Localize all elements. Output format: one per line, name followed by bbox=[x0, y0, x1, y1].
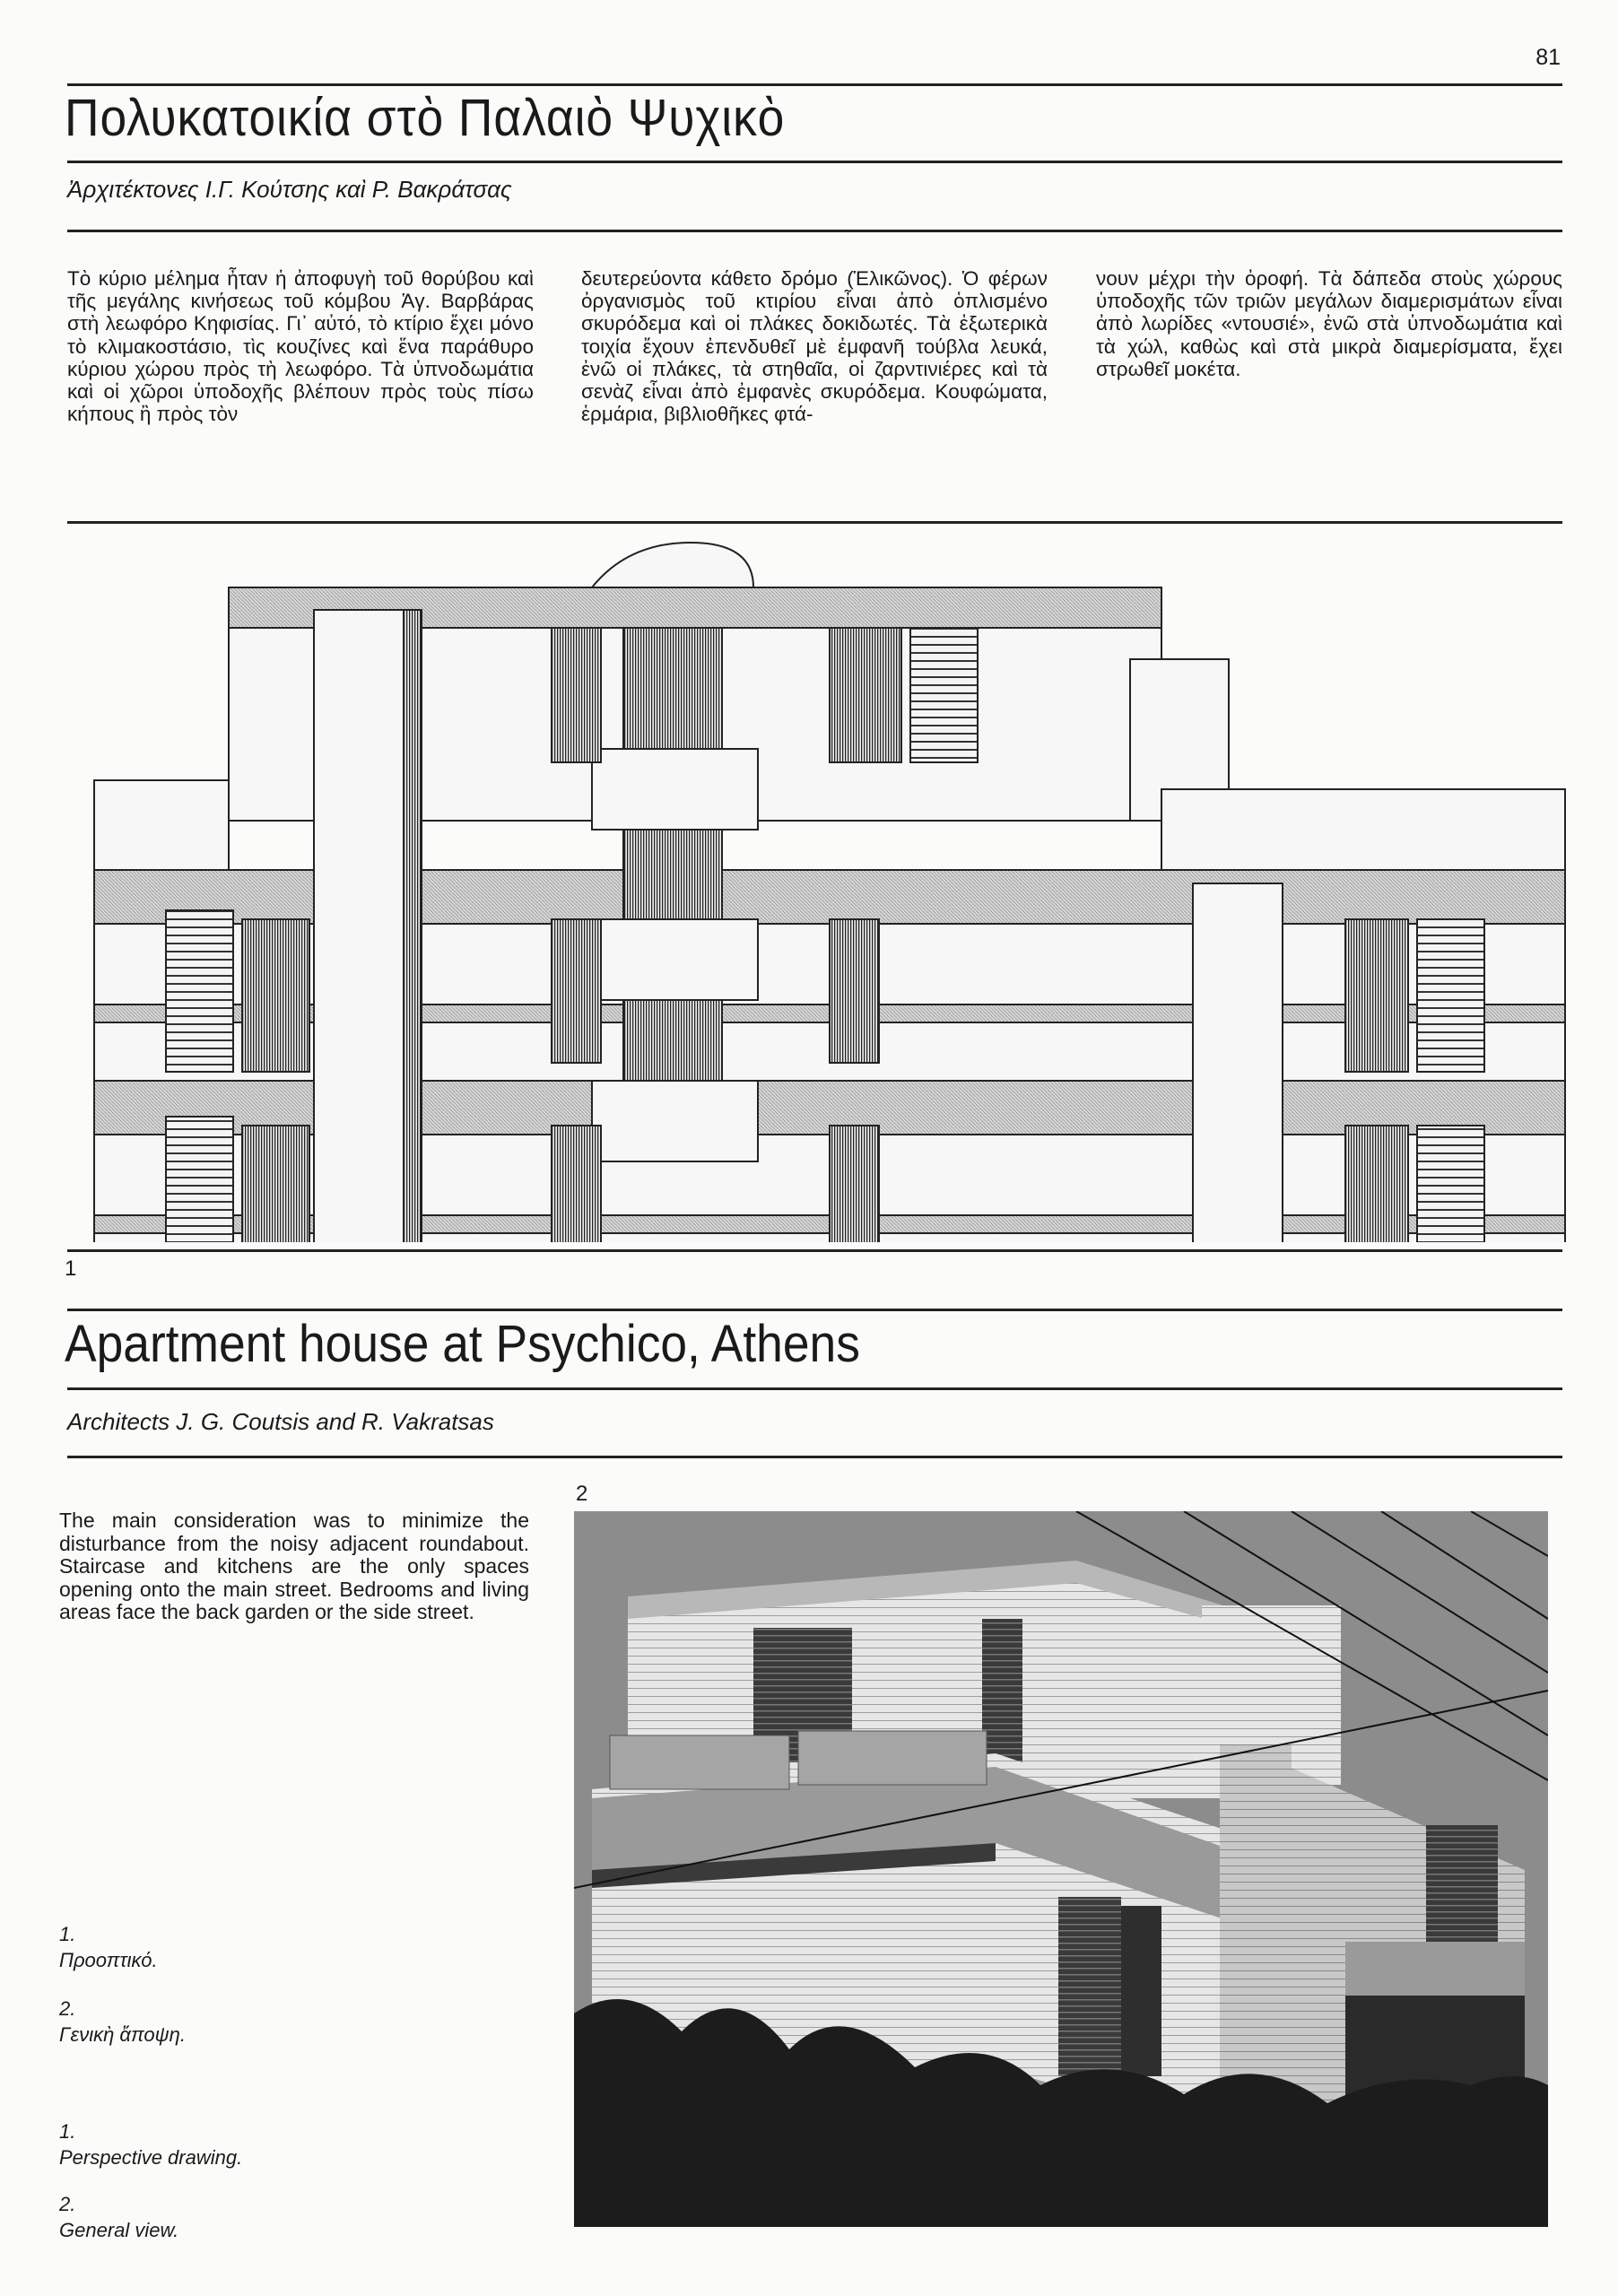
rule-top bbox=[67, 83, 1562, 86]
english-architects: Architects J. G. Coutsis and R. Vakratsas bbox=[67, 1408, 494, 1435]
caption-number: 2. bbox=[59, 2193, 76, 2215]
english-title: Apartment house at Psychico, Athens bbox=[65, 1315, 860, 1373]
caption-text: Γενικὴ ἄποψη. bbox=[59, 2023, 186, 2046]
caption-text: Προοπτικό. bbox=[59, 1949, 158, 1971]
rule-greek-architects bbox=[67, 230, 1562, 232]
caption-number: 1. bbox=[59, 1923, 76, 1945]
rule-before-english-title bbox=[67, 1309, 1562, 1311]
caption-english-1 bbox=[59, 2118, 242, 2170]
greek-architects: Ἀρχιτέκτονες Ι.Γ. Κούτσης καὶ Ρ. Βακράτσας bbox=[67, 176, 512, 203]
caption-text: Perspective drawing. bbox=[59, 2146, 243, 2169]
caption-greek-2 bbox=[59, 1996, 186, 2048]
figure-1-number: 1 bbox=[65, 1257, 77, 1281]
greek-column-3: νουν μέχρι τὴν ὀροφή. Τὰ δάπεδα στοὺς χώρους ὑποδοχῆς τῶν τριῶν μεγάλων διαμερισμάτων εἶναι ἀπὸ λωρίδες «ντουσιέ», ἐνῶ στὰ ὑπνοδωμάτια καὶ τὰ χώλ, καθὼς καὶ στὰ μικρὰ διαμερίσματα, ἔχει στρωθεῖ μοκέτα. bbox=[1096, 267, 1562, 380]
greek-column-1: Τὸ κύριο μέλημα ἦταν ἡ ἀποφυγὴ τοῦ θορύβου καὶ τῆς μεγάλης κινήσεως τοῦ κόμβου Ἁγ. Βαρβάρας στὴ λεωφόρο Κηφισίας. Γι᾽ αὐτό, τὸ κτίριο ἔχει μόνο τὸ κλιμακοστάσιο, τὶς κουζίνες καὶ ἕνα παράθυρο κύριου χώρου πρὸς τὴ λεωφόρο. Τὰ ὑπνοδωμάτια καὶ οἱ χῶροι ὑποδοχῆς βλέπουν πρὸς τοὺς πίσω κήπους ἢ πρὸς τὸν bbox=[67, 267, 534, 426]
figure-2-number: 2 bbox=[576, 1482, 588, 1506]
rooftop-dome bbox=[592, 543, 753, 587]
rule-english-title bbox=[67, 1387, 1562, 1390]
caption-number: 2. bbox=[59, 1997, 76, 2020]
rule-greek-title bbox=[67, 161, 1562, 163]
figure-1-perspective-drawing bbox=[54, 534, 1570, 1242]
greek-column-2: δευτερεύοντα κάθετο δρόμο (Ἑλικῶνος). Ὁ φέρων ὀργανισμὸς τοῦ κτιρίου εἶναι ἀπὸ ὁπλισμένο σκυρόδεμα καὶ οἱ πλάκες δοκιδωτές. Τὰ ἐξωτερικὰ τοιχία ἔχουν ἐπενδυθεῖ μὲ ἐμφανῆ τούβλα λευκά, ἐνῶ οἱ πλάκες, τὰ στηθαῖα, οἱ ζαρντινιέρες καὶ τὰ σενὰζ εἶναι ἀπὸ ἐμφανὲς σκυρόδεμα. Κουφώματα, ἑρμάρια, βιβλιοθῆκες φτά- bbox=[581, 267, 1048, 426]
caption-number: 1. bbox=[59, 2120, 76, 2143]
figure-2-photo-general-view bbox=[574, 1511, 1548, 2227]
english-body-text: The main consideration was to minimize the disturbance from the noisy adjacent roundabout. Staircase and kitchens are the only spaces opening onto the main street. Bedrooms and living areas face the back garden or the side street. bbox=[59, 1509, 529, 1623]
rule-before-figure-1 bbox=[67, 521, 1562, 524]
rule-english-architects bbox=[67, 1456, 1562, 1458]
caption-text: General view. bbox=[59, 2219, 179, 2241]
rule-after-figure-1 bbox=[67, 1249, 1562, 1252]
caption-english-2 bbox=[59, 2191, 178, 2243]
page-number: 81 bbox=[1535, 45, 1561, 70]
greek-title: Πολυκατοικία στὸ Παλαιὸ Ψυχικὸ bbox=[65, 89, 786, 147]
caption-greek-1 bbox=[59, 1921, 158, 1973]
